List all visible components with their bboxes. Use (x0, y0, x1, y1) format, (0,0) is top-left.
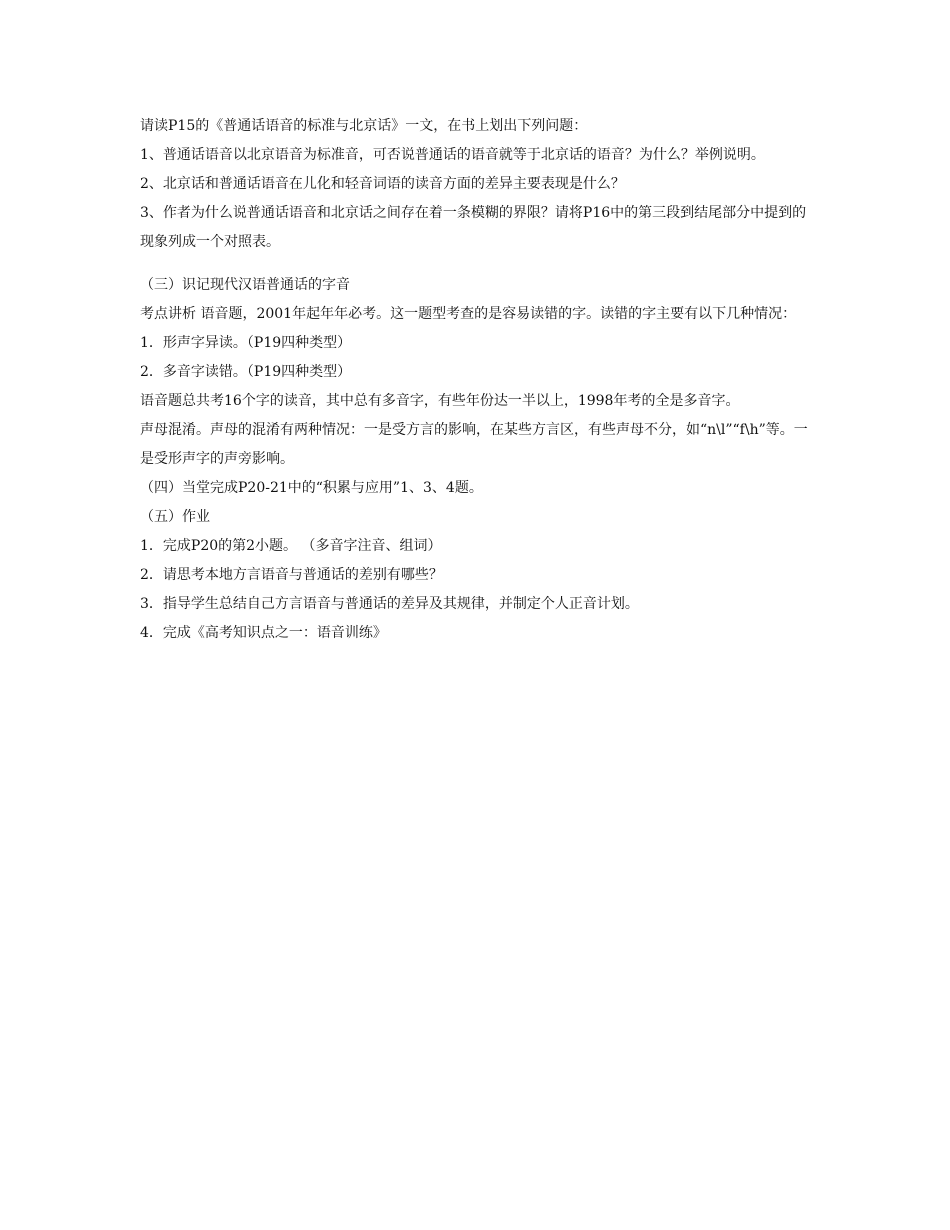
case-1: 1．形声字异读。（P19四种类型） (140, 335, 352, 351)
intro-instruction: 请读P15的《普通话语音的标准与北京话》一文，在书上划出下列问题： (140, 118, 588, 134)
homework-4: 4．完成《高考知识点之一：语音训练》 (140, 625, 387, 641)
case-2: 2．多音字读错。（P19四种类型） (140, 364, 352, 380)
exam-point-analysis: 考点讲析 语音题，2001年起年年必考。这一题型考查的是容易读错的字。读错的字主要有以下几种情况： (140, 306, 797, 322)
homework-3: 3．指导学生总结自己方言语音与普通话的差异及其规律，并制定个人正音计划。 (140, 596, 639, 612)
exam-stat-note: 语音题总共考16个字的读音，其中总有多音字，有些年份达一半以上，1998年考的全是多音字。 (140, 393, 740, 409)
homework-2: 2．请思考本地方言语音与普通话的差别有哪些？ (140, 567, 443, 583)
initial-confusion-note: 声母混淆。声母的混淆有两种情况：一是受方言的影响，在某些方言区，有些声母不分，如“n\l”“f\h”等。一是受形声字的声旁影响。 (140, 422, 808, 467)
question-1: 1、普通话语音以北京语音为标准音，可否说普通话的语音就等于北京话的语音？为什么？举例说明。 (140, 147, 765, 163)
document-body (140, 112, 812, 648)
homework-1: 1．完成P20的第2小题。 （多音字注音、组词） (140, 538, 442, 554)
section-5-heading: （五）作业 (140, 509, 210, 525)
section-4-heading: （四）当堂完成P20-21中的“积累与应用”1、3、4题。 (140, 480, 483, 496)
section-3-heading: （三）识记现代汉语普通话的字音 (140, 277, 350, 293)
question-3: 3、作者为什么说普通话语音和北京话之间存在着一条模糊的界限？请将P16中的第三段到结尾部分中提到的现象列成一个对照表。 (140, 205, 807, 250)
question-2: 2、北京话和普通话语音在儿化和轻音词语的读音方面的差异主要表现是什么？ (140, 176, 625, 192)
